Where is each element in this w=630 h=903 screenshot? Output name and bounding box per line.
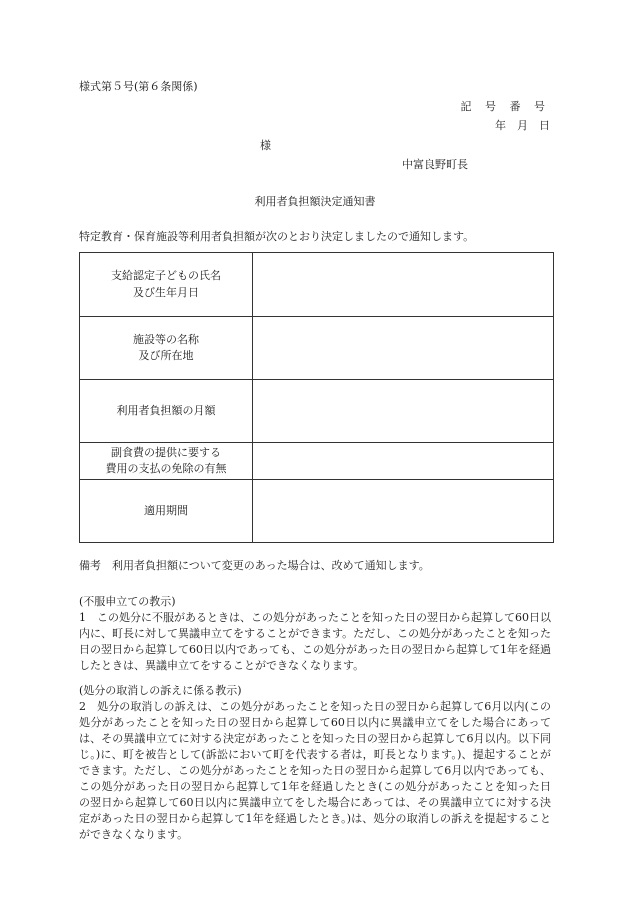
date-label: 年 月 日 (495, 119, 550, 132)
lawsuit-section (79, 683, 551, 843)
table-row (80, 480, 554, 543)
row-label-child-name: 支給認定子どもの氏名 及び生年月日 (80, 253, 253, 317)
addressee-honorific: 様 (260, 139, 271, 152)
row-value-monthly-fee[interactable] (253, 380, 554, 443)
objection-text: 1 この処分に不服があるときは、この処分があったことを知った日の翌日から起算して60日以内に、町長に対して異議申立てをすることができます。ただし、この処分があったことを知った日の翌日から起算して60日以内であっても、この処分があった日の翌日から起算して1年を経過したときは、異議申立てをすることができなくなります。 (79, 611, 552, 672)
document-title: 利用者負担額決定通知書 (254, 195, 376, 208)
notes-text: 備考 利用者負担額について変更のあった場合は、改めて通知します。 (79, 559, 430, 572)
intro-text: 特定教育・保育施設等利用者負担額が次のとおり決定しましたので通知します。 (79, 230, 475, 243)
table-row (80, 253, 554, 317)
row-value-period[interactable] (253, 480, 554, 543)
lawsuit-text: 2 処分の取消しの訴えは、この処分があったことを知った日の翌日から起算して6月以内(この処分があったことを知った日の翌日から起算して60日以内に異議申立てをした場合にあっては、その異議申立てに対する決定があったことを知った日の翌日から起算して6月以内。以下同じ。)に、町を被告として(訴訟において町を代表する者は，町長となります。)、提起することができます。ただし、この処分があったことを知った日の翌日から起算して6月以内であっても、この処分があった日の翌日から起算して1年を経過したとき(この処分があったことを知った日の翌日から起算して60日以内に異議申立てをした場合にあっては、その異議申立てに対する決定があった日の翌日から起算して1年を経過したとき。)は、処分の取消しの訴えを提起することができなくなります。 (79, 700, 551, 841)
row-value-child-name[interactable] (253, 253, 554, 317)
table-row (80, 317, 554, 380)
table-row (80, 380, 554, 443)
document-number-label: 記 号 番 号 (460, 100, 550, 113)
row-label-facility: 施設等の名称 及び所在地 (80, 317, 253, 380)
row-value-facility[interactable] (253, 317, 554, 380)
form-number: 様式第５号(第６条関係) (79, 80, 198, 93)
issuer-name: 中富良野町長 (402, 158, 468, 171)
row-label-monthly-fee: 利用者負担額の月額 (80, 380, 253, 443)
row-label-period: 適用期間 (80, 480, 253, 543)
objection-heading: (不服申立ての教示) (79, 595, 176, 608)
row-label-meal-exemption: 副食費の提供に要する 費用の支払の免除の有無 (80, 443, 253, 480)
table-row (80, 443, 554, 480)
lawsuit-heading: (処分の取消しの訴えに係る教示) (79, 684, 242, 697)
objection-section (79, 594, 551, 674)
notice-table (79, 252, 554, 543)
row-value-meal-exemption[interactable] (253, 443, 554, 480)
